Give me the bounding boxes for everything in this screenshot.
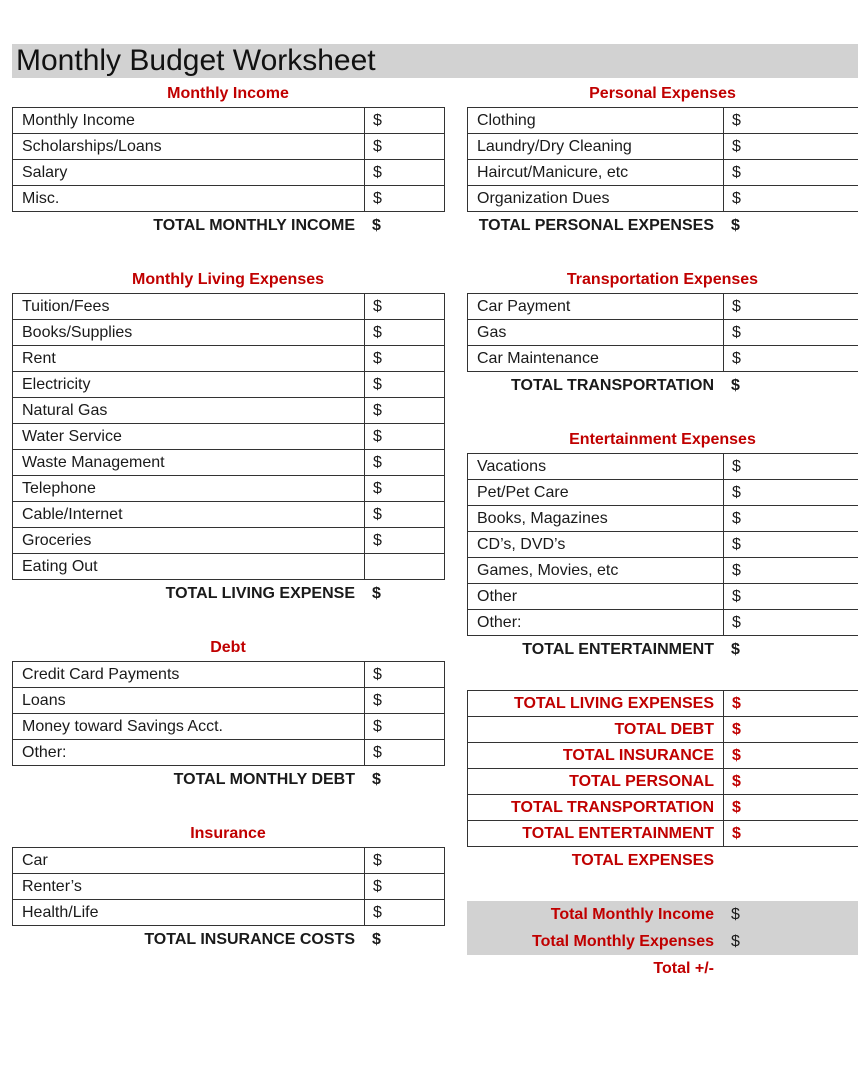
table-row — [13, 662, 445, 688]
net-total-row — [467, 955, 858, 982]
row-label: Gas — [468, 320, 724, 346]
balance-income-label: Total Monthly Income — [467, 901, 723, 928]
amount-cell[interactable]: $ — [365, 848, 445, 874]
row-label: TOTAL PERSONAL — [468, 769, 724, 795]
amount-cell[interactable]: $ — [365, 874, 445, 900]
personal-rows — [468, 108, 858, 212]
row-label: Rent — [13, 346, 365, 372]
table-row — [468, 134, 858, 160]
row-label: TOTAL INSURANCE — [468, 743, 724, 769]
table-row — [468, 186, 858, 212]
section-heading-transportation: Transportation Expenses — [566, 271, 759, 288]
entertainment-rows — [468, 454, 858, 636]
row-label: Pet/Pet Care — [468, 480, 724, 506]
table-row — [13, 294, 445, 320]
amount-cell[interactable]: $ — [365, 662, 445, 688]
table-row — [13, 874, 445, 900]
row-label: Salary — [13, 160, 365, 186]
table-row — [468, 558, 858, 584]
personal-table — [467, 107, 858, 212]
entertainment-table — [467, 453, 858, 636]
debt-table — [12, 661, 445, 766]
section-heading-debt: Debt — [210, 639, 246, 656]
table-row — [13, 502, 445, 528]
table-row — [468, 717, 858, 743]
amount-cell[interactable]: $ — [365, 714, 445, 740]
transportation-table — [467, 293, 858, 372]
row-label: TOTAL DEBT — [468, 717, 724, 743]
row-label: Other: — [13, 740, 365, 766]
table-row — [13, 186, 445, 212]
amount-cell[interactable]: $ — [724, 795, 858, 821]
amount-cell[interactable]: $ — [724, 108, 858, 134]
amount-cell[interactable]: $ — [365, 740, 445, 766]
amount-cell[interactable]: $ — [365, 320, 445, 346]
amount-cell[interactable]: $ — [365, 160, 445, 186]
row-label: Waste Management — [13, 450, 365, 476]
row-label: TOTAL LIVING EXPENSES — [468, 691, 724, 717]
amount-cell[interactable]: $ — [724, 480, 858, 506]
row-label: Monthly Income — [13, 108, 365, 134]
amount-cell[interactable]: $ — [365, 502, 445, 528]
amount-cell[interactable]: $ — [365, 108, 445, 134]
total-dollar: $ — [372, 931, 381, 948]
row-label: TOTAL TRANSPORTATION — [468, 795, 724, 821]
right-column — [467, 80, 858, 982]
row-label: Clothing — [468, 108, 724, 134]
balance-row-income — [467, 901, 858, 928]
balance-table — [467, 901, 858, 955]
table-row — [468, 160, 858, 186]
amount-cell[interactable]: $ — [724, 717, 858, 743]
section-heading-personal: Personal Expenses — [589, 85, 736, 102]
total-personal-expenses-row — [467, 212, 858, 239]
section-heading-living: Monthly Living Expenses — [131, 271, 325, 288]
row-label: Tuition/Fees — [13, 294, 365, 320]
total-label: TOTAL LIVING EXPENSE — [165, 585, 355, 602]
table-row — [468, 743, 858, 769]
row-label: Scholarships/Loans — [13, 134, 365, 160]
amount-cell[interactable]: $ — [724, 584, 858, 610]
table-row — [468, 320, 858, 346]
row-label: Renter’s — [13, 874, 365, 900]
row-label: Misc. — [13, 186, 365, 212]
row-label: Organization Dues — [468, 186, 724, 212]
row-label: Games, Movies, etc — [468, 558, 724, 584]
row-label: Eating Out — [13, 554, 365, 580]
total-insurance-costs-row — [12, 926, 444, 953]
total-label: TOTAL MONTHLY INCOME — [153, 217, 355, 234]
table-row — [13, 848, 445, 874]
amount-cell[interactable]: $ — [724, 186, 858, 212]
net-total-label: Total +/- — [653, 960, 714, 977]
row-label: Books, Magazines — [468, 506, 724, 532]
section-heading-insurance: Insurance — [190, 825, 266, 842]
balance-row-expenses — [467, 928, 858, 955]
total-dollar: $ — [731, 641, 740, 658]
amount-cell[interactable]: $ — [724, 320, 858, 346]
total-expenses-row — [467, 847, 858, 874]
summary-rows — [468, 691, 858, 847]
table-row — [13, 740, 445, 766]
row-label: Laundry/Dry Cleaning — [468, 134, 724, 160]
amount-cell[interactable]: $ — [724, 691, 858, 717]
table-row — [468, 821, 858, 847]
table-row — [468, 610, 858, 636]
row-label: Loans — [13, 688, 365, 714]
amount-cell[interactable]: $ — [724, 160, 858, 186]
amount-cell[interactable]: $ — [724, 610, 858, 636]
table-row — [468, 769, 858, 795]
row-label: Cable/Internet — [13, 502, 365, 528]
total-label: TOTAL EXPENSES — [571, 852, 714, 869]
amount-cell[interactable]: $ — [724, 769, 858, 795]
balance-expenses-dollar[interactable]: $ — [723, 928, 858, 955]
amount-cell[interactable]: $ — [365, 900, 445, 926]
amount-cell[interactable]: $ — [724, 821, 858, 847]
amount-cell[interactable] — [365, 554, 445, 580]
total-dollar: $ — [731, 217, 740, 234]
amount-cell[interactable]: $ — [724, 532, 858, 558]
balance-expenses-label: Total Monthly Expenses — [467, 928, 723, 955]
table-row — [468, 294, 858, 320]
total-dollar: $ — [372, 585, 381, 602]
insurance-table — [12, 847, 445, 926]
table-row — [13, 476, 445, 502]
total-label: TOTAL TRANSPORTATION — [511, 377, 714, 394]
table-row — [468, 691, 858, 717]
row-label: Car — [13, 848, 365, 874]
amount-cell[interactable]: $ — [724, 558, 858, 584]
amount-cell[interactable]: $ — [724, 506, 858, 532]
table-row — [13, 346, 445, 372]
amount-cell[interactable]: $ — [365, 476, 445, 502]
row-label: Health/Life — [13, 900, 365, 926]
total-dollar: $ — [372, 217, 381, 234]
total-transportation-row — [467, 372, 858, 399]
table-row — [468, 454, 858, 480]
table-row — [13, 554, 445, 580]
table-row — [13, 688, 445, 714]
total-label: TOTAL INSURANCE COSTS — [144, 931, 355, 948]
amount-cell[interactable]: $ — [724, 294, 858, 320]
table-row — [13, 372, 445, 398]
summary-table — [467, 690, 858, 847]
living-table — [12, 293, 445, 580]
row-label: Other: — [468, 610, 724, 636]
row-label: Electricity — [13, 372, 365, 398]
table-row — [468, 795, 858, 821]
row-label: Other — [468, 584, 724, 610]
table-row — [13, 528, 445, 554]
table-row — [468, 584, 858, 610]
amount-cell[interactable]: $ — [365, 424, 445, 450]
total-label: TOTAL PERSONAL EXPENSES — [478, 217, 714, 234]
amount-cell[interactable]: $ — [365, 450, 445, 476]
amount-cell[interactable]: $ — [365, 186, 445, 212]
row-label: Vacations — [468, 454, 724, 480]
row-label: Telephone — [13, 476, 365, 502]
table-row — [13, 320, 445, 346]
insurance-rows — [13, 848, 445, 926]
row-label: Books/Supplies — [13, 320, 365, 346]
balance-income-dollar[interactable]: $ — [723, 901, 858, 928]
debt-rows — [13, 662, 445, 766]
total-monthly-debt-row — [12, 766, 444, 793]
table-row — [13, 900, 445, 926]
row-label: Money toward Savings Acct. — [13, 714, 365, 740]
income-table — [12, 107, 445, 212]
table-row — [13, 108, 445, 134]
row-label: Credit Card Payments — [13, 662, 365, 688]
amount-cell[interactable]: $ — [724, 454, 858, 480]
amount-cell[interactable]: $ — [365, 528, 445, 554]
total-entertainment-row — [467, 636, 858, 663]
left-column — [12, 80, 444, 953]
table-row — [468, 346, 858, 372]
table-row — [13, 398, 445, 424]
row-label: Water Service — [13, 424, 365, 450]
amount-cell[interactable]: $ — [365, 398, 445, 424]
table-row — [468, 532, 858, 558]
row-label: Car Maintenance — [468, 346, 724, 372]
table-row — [13, 714, 445, 740]
row-label: CD’s, DVD’s — [468, 532, 724, 558]
section-heading-entertainment: Entertainment Expenses — [569, 431, 756, 448]
row-label: Car Payment — [468, 294, 724, 320]
row-label: Haircut/Manicure, etc — [468, 160, 724, 186]
page-title: Monthly Budget Worksheet — [12, 44, 858, 78]
total-living-expense-row — [12, 580, 444, 607]
table-row — [468, 480, 858, 506]
amount-cell[interactable]: $ — [365, 134, 445, 160]
amount-cell[interactable]: $ — [365, 688, 445, 714]
total-dollar: $ — [372, 771, 381, 788]
amount-cell[interactable]: $ — [724, 134, 858, 160]
amount-cell[interactable]: $ — [724, 346, 858, 372]
amount-cell[interactable]: $ — [724, 743, 858, 769]
table-row — [13, 134, 445, 160]
total-label: TOTAL MONTHLY DEBT — [173, 771, 355, 788]
table-row — [468, 108, 858, 134]
row-label: Groceries — [13, 528, 365, 554]
amount-cell[interactable]: $ — [365, 372, 445, 398]
amount-cell[interactable]: $ — [365, 346, 445, 372]
living-rows — [13, 294, 445, 580]
table-row — [13, 450, 445, 476]
table-row — [468, 506, 858, 532]
row-label: Natural Gas — [13, 398, 365, 424]
amount-cell[interactable]: $ — [365, 294, 445, 320]
table-row — [13, 424, 445, 450]
income-rows — [13, 108, 445, 212]
total-monthly-income-row — [12, 212, 444, 239]
total-label: TOTAL ENTERTAINMENT — [522, 641, 714, 658]
table-row — [13, 160, 445, 186]
row-label: TOTAL ENTERTAINMENT — [468, 821, 724, 847]
section-heading-income: Monthly Income — [167, 85, 289, 102]
transportation-rows — [468, 294, 858, 372]
total-dollar: $ — [731, 377, 740, 394]
